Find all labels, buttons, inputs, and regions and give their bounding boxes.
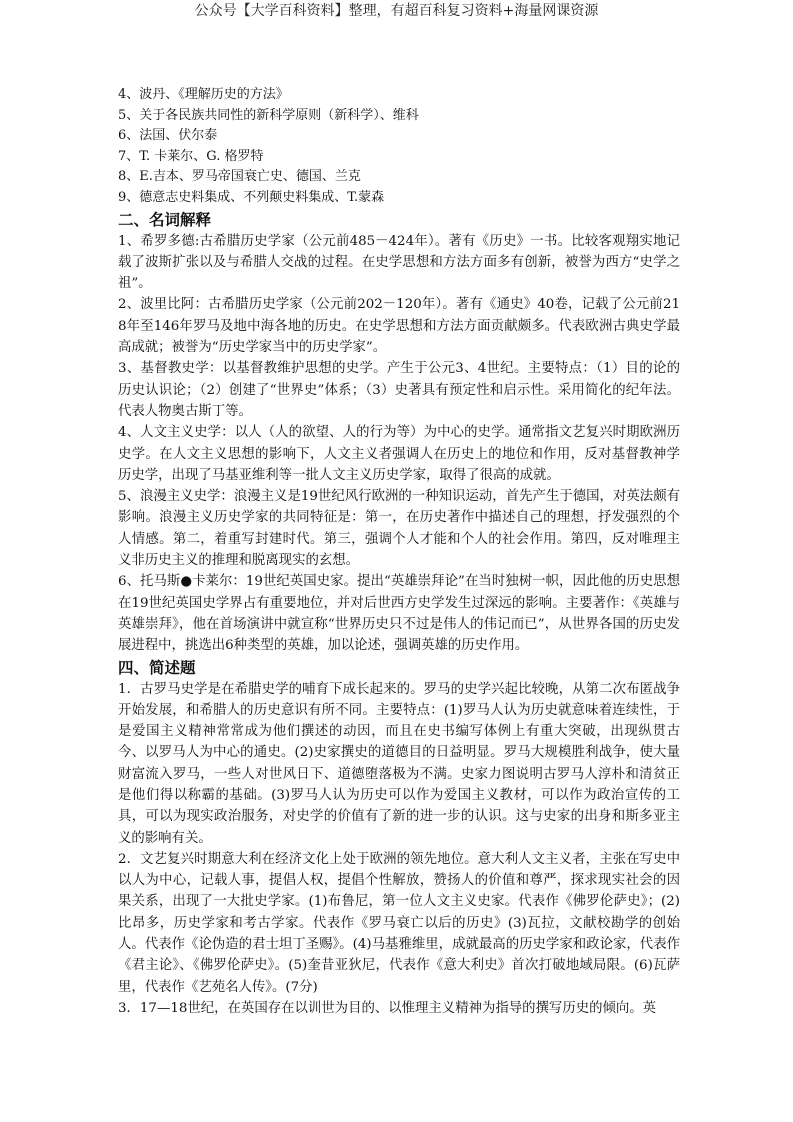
- list-item: 7、T. 卡莱尔、G. 格罗特: [118, 148, 264, 164]
- page-header: 公众号【大学百科资料】整理，有超百科复习资料+海量网课资源: [194, 3, 599, 19]
- answer-paragraph: 3．17—18世纪，在英国存在以训世为目的、以惟理主义精神为指导的撰写历史的倾向。英: [118, 1000, 657, 1016]
- term-paragraph: 6、托马斯●卡莱尔：19世纪英国史家。提出“英雄崇拜论”在当时独树一帜，因此他的历史思想在19世纪英国史学界占有重要地位，并对后世西方史学发生过深远的影响。主要著作：《英雄与英雄崇拜》，他在首场演讲中就宣称“世界历史只不过是伟人的伟记而已”，从世界各国的历史发展进程中，挑选出6种类型的英雄，加以论述，强调英雄的历史作用。: [118, 574, 680, 654]
- document-body: [118, 85, 680, 1019]
- answer-paragraph: 1．古罗马史学是在希腊史学的哺育下成长起来的。罗马的史学兴起比较晚，从第二次布匿战争开始发展，和希腊人的历史意识有所不同。主要特点：(1)罗马人认为历史就意味着连续性，于是爱国主义精神常常成为他们撰述的动因，而且在史书编写体例上有重大突破，出现纵贯古今、以罗马人为中心的通史。(2)史家撰史的道德目的日益明显。罗马大规模胜利战争，使大量财富流入罗马，一些人对世风日下、道德堕落极为不满。史家力图说明古罗马人淳朴和清贫正是他们得以称霸的基础。(3)罗马人认为历史可以作为爱国主义教材，可以作为政治宣传的工具，可以为现实政治服务，对史学的价值有了新的进一步的认识。这与史家的出身和斯多亚主义的影响有关。: [118, 681, 680, 846]
- term-paragraph: 4、人文主义史学：以人（人的欲望、人的行为等）为中心的史学。通常指文艺复兴时期欧洲历史学。在人文主义思想的影响下，人文主义者强调人在历史上的地位和作用，反对基督教神学历史学，出现了马基亚维利等一批人文主义历史学家，取得了很高的成就。: [118, 425, 680, 483]
- term-paragraph: 2、波里比阿：古希腊历史学家（公元前202－120年）。著有《通史》40卷，记载了公元前218年至146年罗马及地中海各地的历史。在史学思想和方法方面贡献颇多。代表欧洲古典史学最高成就；被誉为“历史学家当中的历史学家”。: [118, 297, 680, 356]
- list-item: 9、德意志史料集成、不列颠史料集成、T.蒙森: [118, 189, 385, 205]
- answer-paragraph: 2．文艺复兴时期意大利在经济文化上处于欧洲的领先地位。意大利人文主义者，主张在写史中以人为中心，记载人事，提倡人权，提倡个性解放，赞扬人的价值和尊严，探求现实社会的因果关系，出现了一大批史学家。(1)布鲁尼，第一位人文主义史家。代表作《佛罗伦萨史》；(2)比昂多，历史学家和考古学家。代表作《罗马衰亡以后的历史》(3)瓦拉，文献校勘学的创始人。代表作《论伪造的君士坦丁圣赐》。(4)马基雅维里，成就最高的历史学家和政论家，代表作《君主论》、《佛罗伦萨史》。(5)奎昔亚狄尼，代表作《意大利史》首次打破地域局限。(6)瓦萨里，代表作《艺苑名人传》。(7分): [118, 851, 680, 995]
- list-item: 8、E.吉本、罗马帝国衰亡史、德国、兰克: [118, 169, 361, 185]
- list-item: 5、关于各民族共同性的新科学原则（新科学）、维科: [118, 107, 419, 123]
- section-title-short-answer: 四、简述题: [118, 658, 196, 677]
- list-item: 4、波丹、《理解历史的方法》: [118, 87, 289, 102]
- term-paragraph: 5、浪漫主义史学：浪漫主义是19世纪风行欧洲的一种知识运动，首先产生于德国，对英法颇有影响。浪漫主义历史学家的共同特征是：第一，在历史著作中描述自己的理想，抒发强烈的个人情感。第二，着重写封建时代。第三，强调个人才能和个人的社会作用。第四，反对唯理主义非历史主义的推理和脱离现实的玄想。: [118, 489, 680, 569]
- term-paragraph: 3、基督教史学：以基督教维护思想的史学。产生于公元3、4世纪。主要特点：（1）目的论的历史认识论；（2）创建了“世界史”体系；（3）史著具有预定性和启示性。采用简化的纪年法。代表人物奥古斯丁等。: [118, 361, 680, 419]
- answer-list: [118, 85, 680, 209]
- section-title-terms: 二、名词解释: [118, 210, 212, 229]
- term-paragraph: 1、希罗多德:古希腊历史学家（公元前485－424年）。著有《历史》一书。比较客观翔实地记载了波斯扩张以及与希腊人交战的过程。在史学思想和方法方面多有创新，被誉为西方“史学之祖”。: [118, 233, 680, 292]
- list-item: 6、法国、伏尔泰: [118, 128, 218, 144]
